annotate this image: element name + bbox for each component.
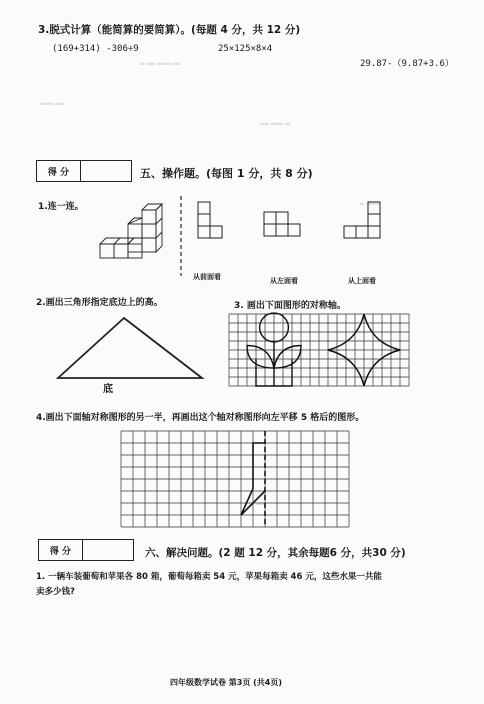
q3-expression-3: 29.87-（9.87+3.6）: [360, 59, 454, 69]
s5-q1-label: 1.连一连。: [38, 202, 84, 212]
bleed-through-mark: ═ ══: [250, 500, 265, 508]
score-blank[interactable]: [81, 161, 131, 181]
bleed-through-mark: ═ ══ ═══ ══: [140, 60, 181, 68]
q3-expression-1: (169+314) -306÷9: [52, 44, 139, 54]
view-shape-1: [196, 200, 226, 250]
flower-leaf-left: [247, 346, 274, 369]
bleed-through-mark: ═ ═══: [360, 200, 380, 208]
flower-leaf-right: [274, 346, 301, 369]
view-label-top: 从上面看: [348, 277, 376, 285]
triangle-base-label: 底: [103, 384, 113, 395]
translation-grid: [121, 431, 349, 527]
view-shape-3: [340, 200, 390, 250]
q3-title: 3.脱式计算（能简算的要简算）。(每题 4 分，共 12 分): [38, 24, 301, 36]
section5-title: 五、操作题。(每图 1 分，共 8 分): [140, 167, 313, 180]
score-box-section6: [38, 539, 134, 561]
triangle-figure: [56, 316, 206, 381]
section6-title: 六、解决问题。(2 题 12 分，其余每题6 分，共30 分): [145, 547, 406, 559]
view-label-front: 从前面看: [193, 273, 221, 281]
view-label-left: 从左面看: [270, 277, 298, 285]
score-box-section5: [36, 160, 132, 182]
s5-q3-label: 3. 画出下面图形的对称轴。: [234, 301, 346, 311]
score-label: 得 分: [37, 161, 81, 181]
score-blank[interactable]: [83, 540, 133, 560]
symmetry-grid: [229, 314, 411, 392]
s5-q4-label: 4.画出下面轴对称图形的另一半，再画出这个轴对称图形向左平移 5 格后的图形。: [36, 413, 365, 423]
cube-stack-figure: [100, 200, 175, 265]
q3-expression-2: 25×125×8×4: [218, 44, 273, 54]
view-shape-2: [262, 210, 312, 242]
score-label: 得 分: [39, 540, 83, 560]
bleed-through-mark: ═══ ══: [40, 100, 64, 108]
s6-q1-line1: 1. 一辆车装葡萄和苹果各 80 箱，葡萄每箱卖 54 元，苹果每箱卖 46 元，这些水果一共能: [36, 572, 382, 582]
page-footer: 四年级数学试卷 第3页 (共4页): [170, 678, 283, 687]
s6-q1-line2: 卖多少钱?: [36, 587, 75, 597]
s5-q2-label: 2.画出三角形指定底边上的高。: [36, 298, 163, 308]
dashed-divider: [180, 196, 182, 276]
bleed-through-mark: ══ ═══ ═: [260, 120, 290, 128]
grid-lines: [121, 431, 349, 527]
